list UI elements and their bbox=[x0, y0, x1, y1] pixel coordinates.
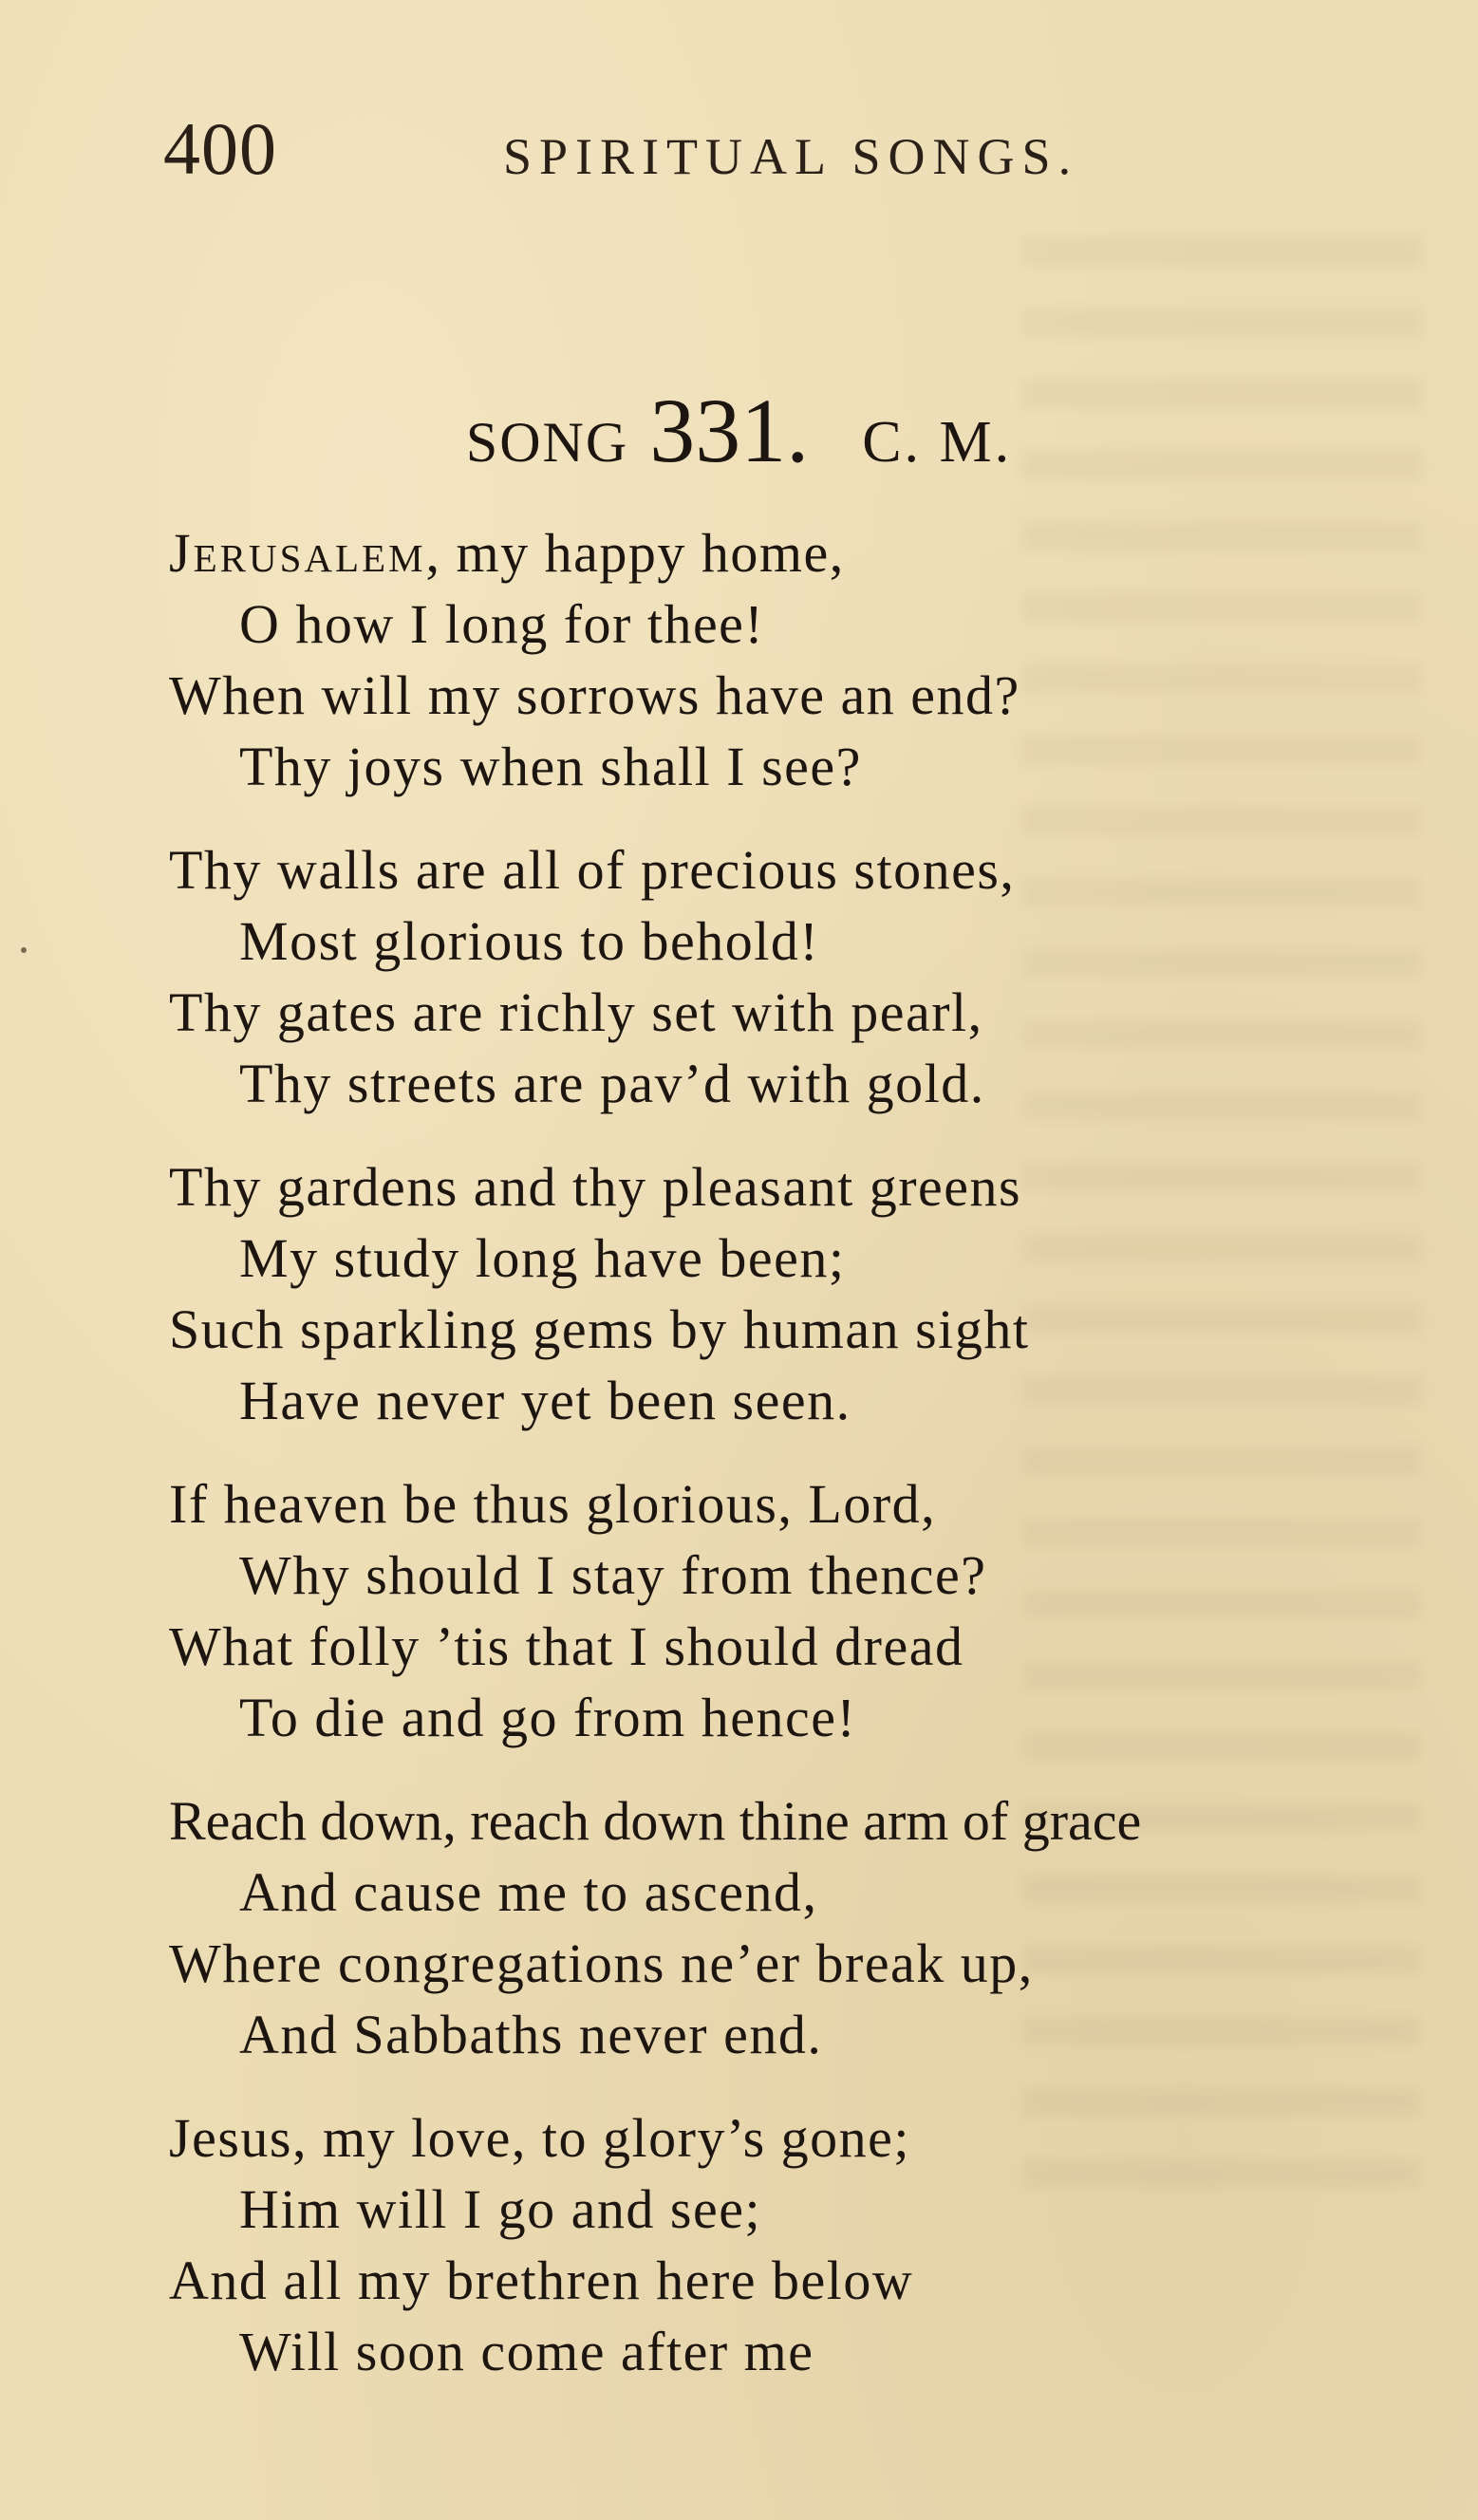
verse-line: My study long have been; bbox=[239, 1227, 846, 1289]
verse-line bbox=[169, 517, 1441, 588]
verse-line: Such sparkling gems by human sight bbox=[169, 1298, 1030, 1360]
verse-line-text: , my happy home, bbox=[425, 522, 845, 584]
stanza-4 bbox=[169, 1468, 1441, 1753]
verse-line: Thy joys when shall I see? bbox=[239, 736, 862, 797]
running-title: SPIRITUAL SONGS. bbox=[503, 128, 1079, 185]
running-head bbox=[163, 106, 1340, 201]
margin-speck bbox=[21, 947, 27, 953]
verse-line: Jesus, my love, to glory’s gone; bbox=[169, 2107, 911, 2169]
verse-line: Will soon come after me bbox=[239, 2321, 814, 2382]
verse-line: And all my brethren here below bbox=[169, 2249, 914, 2311]
verse-line: Thy walls are all of precious stones, bbox=[169, 839, 1016, 901]
verse-line: And Sabbaths never end. bbox=[239, 2004, 823, 2065]
verse-line: Thy gardens and thy pleasant greens bbox=[169, 1156, 1022, 1218]
song-heading-word: SONG bbox=[465, 411, 629, 474]
verse-line: When will my sorrows have an end? bbox=[169, 664, 1020, 726]
stanza-3 bbox=[169, 1151, 1441, 1436]
verse-line: Him will I go and see; bbox=[239, 2178, 762, 2240]
verse-line: And cause me to ascend, bbox=[239, 1861, 818, 1923]
verse-line: Thy gates are richly set with pearl, bbox=[169, 981, 983, 1043]
stanza-2 bbox=[169, 834, 1441, 1119]
song-number: 331. bbox=[649, 380, 810, 481]
page-number: 400 bbox=[163, 107, 277, 190]
hymn-text bbox=[169, 517, 1441, 2419]
opening-word: Jerusalem bbox=[169, 522, 426, 584]
verse-line: Why should I stay from thence? bbox=[239, 1544, 987, 1606]
verse-line: Reach down, reach down thine arm of grace bbox=[169, 1790, 1142, 1852]
verse-line: Most glorious to behold! bbox=[239, 910, 820, 972]
verse-line: Where congregations ne’er break up, bbox=[169, 1932, 1034, 1994]
stanza-1 bbox=[169, 517, 1441, 802]
verse-line: Have never yet been seen. bbox=[239, 1370, 851, 1431]
verse-line: If heaven be thus glorious, Lord, bbox=[169, 1473, 937, 1535]
verse-line: What folly ’tis that I should dread bbox=[169, 1615, 964, 1677]
stanza-5 bbox=[169, 1785, 1441, 2070]
song-meter: C. M. bbox=[862, 410, 1013, 475]
verse-line: O how I long for thee! bbox=[239, 593, 765, 655]
stanza-6 bbox=[169, 2102, 1441, 2387]
song-heading bbox=[0, 378, 1478, 483]
verse-line: To die and go from hence! bbox=[239, 1687, 857, 1748]
verse-line: Thy streets are pav’d with gold. bbox=[239, 1053, 985, 1114]
